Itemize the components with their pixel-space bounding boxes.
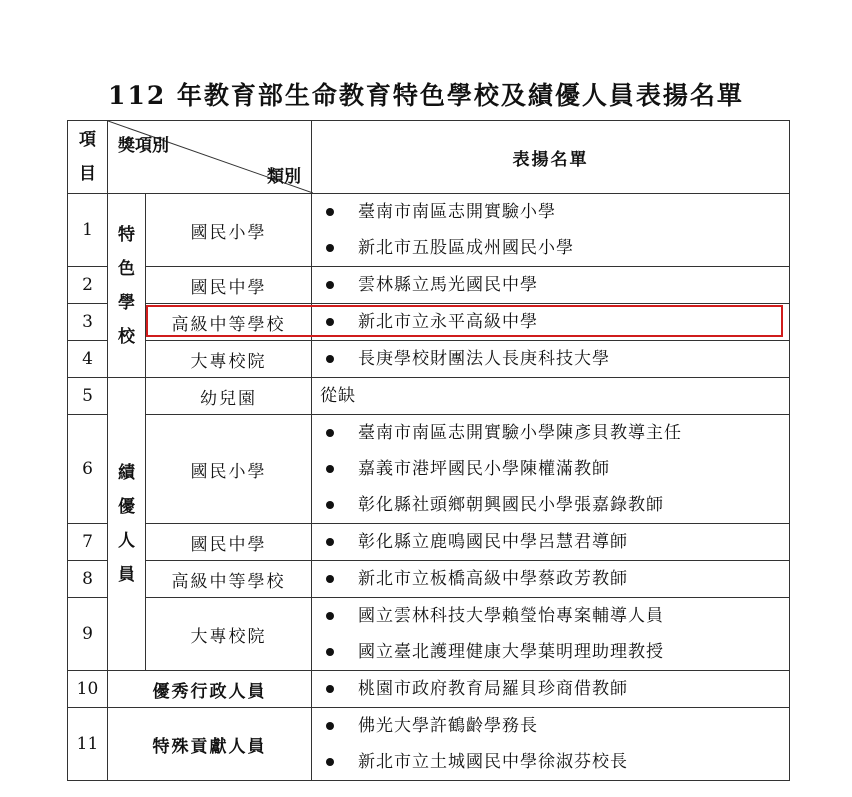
group-char: 員 bbox=[118, 565, 135, 585]
name-text: 雲林縣立馬光國民中學 bbox=[358, 275, 538, 295]
row-names bbox=[312, 671, 790, 708]
row-number: 8 bbox=[68, 561, 108, 598]
list-item bbox=[320, 304, 789, 340]
bullet-icon bbox=[326, 538, 334, 546]
group-outstanding bbox=[108, 378, 146, 671]
row-number: 1 bbox=[68, 194, 108, 267]
row-type: 國民中學 bbox=[146, 267, 312, 304]
group-char: 優 bbox=[118, 497, 135, 517]
list-item bbox=[320, 634, 789, 670]
name-text: 新北市立土城國民中學徐淑芬校長 bbox=[358, 752, 628, 772]
name-text: 新北市立板橋高級中學蔡政芳教師 bbox=[358, 569, 628, 589]
bullet-icon bbox=[326, 758, 334, 766]
table-row bbox=[68, 415, 790, 524]
vacant-text: 從缺 bbox=[320, 386, 356, 406]
group-char: 人 bbox=[118, 531, 135, 551]
row-type: 大專校院 bbox=[146, 341, 312, 378]
row-number: 10 bbox=[68, 671, 108, 708]
table-row bbox=[68, 194, 790, 267]
bullet-icon bbox=[326, 612, 334, 620]
group-char: 特 bbox=[118, 224, 135, 245]
table-row bbox=[68, 708, 790, 781]
row-number: 7 bbox=[68, 524, 108, 561]
group-char: 色 bbox=[118, 258, 135, 279]
header-item-char: 項 bbox=[79, 130, 96, 150]
row-number: 6 bbox=[68, 415, 108, 524]
list-item bbox=[320, 194, 789, 230]
bullet-icon bbox=[326, 465, 334, 473]
list-item bbox=[320, 708, 789, 744]
bullet-icon bbox=[326, 575, 334, 583]
header-item-char: 目 bbox=[79, 164, 96, 184]
name-text: 長庚學校財團法人長庚科技大學 bbox=[358, 349, 610, 369]
bullet-icon bbox=[326, 501, 334, 509]
list-item bbox=[320, 524, 789, 560]
name-text: 新北市五股區成州國民小學 bbox=[358, 238, 574, 258]
table-row bbox=[68, 267, 790, 304]
name-text: 新北市立永平高級中學 bbox=[358, 312, 538, 332]
table-row bbox=[68, 561, 790, 598]
table-row bbox=[68, 671, 790, 708]
list-item bbox=[320, 561, 789, 597]
row-type: 高級中等學校 bbox=[146, 561, 312, 598]
row-names bbox=[312, 194, 790, 267]
table-row bbox=[68, 598, 790, 671]
bullet-icon bbox=[326, 318, 334, 326]
bullet-icon bbox=[326, 685, 334, 693]
name-text: 嘉義市港坪國民小學陳權滿教師 bbox=[358, 459, 610, 479]
row-number: 9 bbox=[68, 598, 108, 671]
row-number: 2 bbox=[68, 267, 108, 304]
header-category: 類別 bbox=[267, 167, 301, 187]
list-item bbox=[320, 341, 789, 377]
bullet-icon bbox=[326, 355, 334, 363]
row-names bbox=[312, 378, 790, 415]
name-text: 臺南市南區志開實驗小學 bbox=[358, 202, 556, 222]
table-row bbox=[68, 524, 790, 561]
list-item bbox=[320, 267, 789, 303]
row-type: 國民小學 bbox=[146, 415, 312, 524]
name-text: 佛光大學許鶴齡學務長 bbox=[358, 716, 538, 736]
name-text: 國立臺北護理健康大學葉明理助理教授 bbox=[358, 642, 664, 662]
row-number: 3 bbox=[68, 304, 108, 341]
row-names bbox=[312, 598, 790, 671]
row-number: 5 bbox=[68, 378, 108, 415]
row-number: 11 bbox=[68, 708, 108, 781]
page-title: 112 年教育部生命教育特色學校及績優人員表揚名單 bbox=[108, 81, 744, 110]
row-names bbox=[312, 267, 790, 304]
list-item bbox=[320, 487, 789, 523]
table-row bbox=[68, 378, 790, 415]
table-row bbox=[68, 341, 790, 378]
header-item-col bbox=[68, 121, 108, 194]
name-text: 國立雲林科技大學賴瑩怡專案輔導人員 bbox=[358, 606, 664, 626]
row-type: 優秀行政人員 bbox=[108, 671, 312, 708]
bullet-icon bbox=[326, 429, 334, 437]
header-award-type: 獎項別 bbox=[118, 136, 169, 156]
group-char: 校 bbox=[118, 326, 135, 347]
list-item bbox=[320, 415, 789, 451]
header-row bbox=[68, 121, 790, 194]
row-type: 國民中學 bbox=[146, 524, 312, 561]
award-table bbox=[67, 120, 790, 781]
row-names bbox=[312, 341, 790, 378]
table-row bbox=[68, 304, 790, 341]
bullet-icon bbox=[326, 648, 334, 656]
name-text: 臺南市南區志開實驗小學陳彥貝教導主任 bbox=[358, 423, 682, 443]
row-number: 4 bbox=[68, 341, 108, 378]
name-text: 彰化縣立鹿鳴國民中學呂慧君導師 bbox=[358, 532, 628, 552]
list-item bbox=[320, 451, 789, 487]
row-names bbox=[312, 304, 790, 341]
header-diagonal-cell bbox=[108, 121, 312, 194]
row-type: 特殊貢獻人員 bbox=[108, 708, 312, 781]
list-item bbox=[320, 671, 789, 707]
row-names bbox=[312, 524, 790, 561]
row-type: 國民小學 bbox=[146, 194, 312, 267]
row-type: 大專校院 bbox=[146, 598, 312, 671]
row-names bbox=[312, 415, 790, 524]
list-item bbox=[320, 744, 789, 780]
group-char: 學 bbox=[118, 292, 135, 313]
row-names bbox=[312, 561, 790, 598]
bullet-icon bbox=[326, 208, 334, 216]
header-names-col: 表揚名單 bbox=[312, 121, 790, 194]
row-names bbox=[312, 708, 790, 781]
row-type: 幼兒園 bbox=[146, 378, 312, 415]
group-char: 績 bbox=[118, 463, 135, 483]
name-text: 桃園市政府教育局羅貝珍商借教師 bbox=[358, 679, 628, 699]
row-type: 高級中等學校 bbox=[146, 304, 312, 341]
list-item bbox=[320, 598, 789, 634]
bullet-icon bbox=[326, 281, 334, 289]
bullet-icon bbox=[326, 244, 334, 252]
name-text: 彰化縣社頭鄉朝興國民小學張嘉錄教師 bbox=[358, 495, 664, 515]
list-item bbox=[320, 230, 789, 266]
group-special-school bbox=[108, 194, 146, 378]
bullet-icon bbox=[326, 722, 334, 730]
